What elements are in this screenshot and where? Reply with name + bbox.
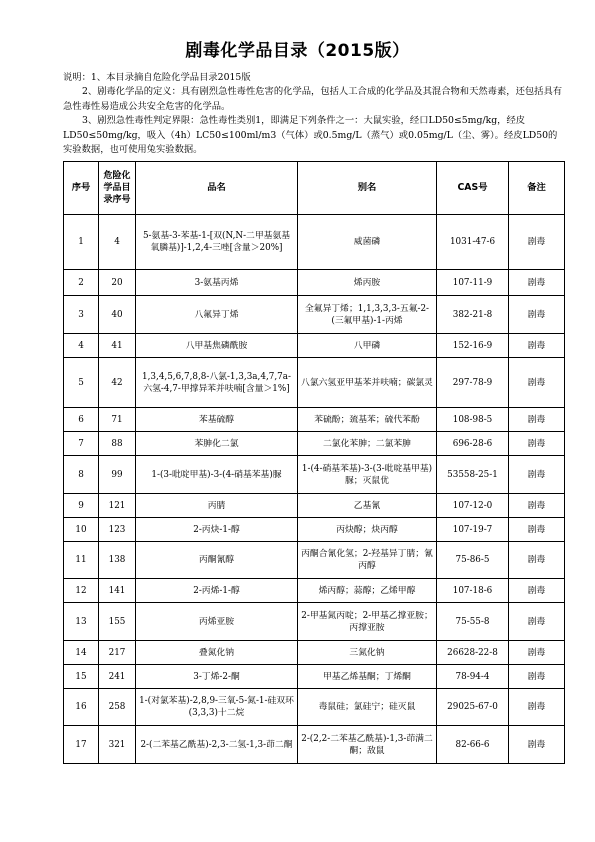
cell-no: 15	[64, 665, 99, 689]
table-row	[64, 689, 565, 726]
cell-name: 丙烯亚胺	[136, 603, 298, 641]
cell-alias: 丙炔醇；炔丙醇	[298, 518, 437, 542]
cell-dg-no: 99	[99, 456, 136, 494]
note-2: 2、剧毒化学品的定义：具有剧烈急性毒性危害的化学品，包括人工合成的化学品及其混合物和天然毒素，还包括具有急性毒性易造成公共安全危害的化学品。	[63, 86, 563, 112]
cell-note: 剧毒	[509, 296, 565, 334]
cell-name: 3-丁烯-2-酮	[136, 665, 298, 689]
cell-note: 剧毒	[509, 603, 565, 641]
table-row	[64, 432, 565, 456]
table-row	[64, 579, 565, 603]
cell-cas: 107-18-6	[437, 579, 509, 603]
cell-note: 剧毒	[509, 215, 565, 270]
table-row	[64, 270, 565, 296]
header-alias: 别名	[298, 162, 437, 215]
document-title: 剧毒化学品目录（2015版）	[185, 41, 410, 61]
cell-note: 剧毒	[509, 456, 565, 494]
cell-name: 八氟异丁烯	[136, 296, 298, 334]
cell-name: 3-氨基丙烯	[136, 270, 298, 296]
cell-note: 剧毒	[509, 726, 565, 764]
cell-no: 9	[64, 494, 99, 518]
cell-note: 剧毒	[509, 494, 565, 518]
cell-alias: 丙酮合氰化氢；2-羟基异丁腈；氰丙醇	[298, 542, 437, 579]
table-row	[64, 542, 565, 579]
header-name: 品名	[136, 162, 298, 215]
header-no: 序号	[64, 162, 99, 215]
cell-cas: 75-86-5	[437, 542, 509, 579]
cell-dg-no: 71	[99, 408, 136, 432]
cell-no: 4	[64, 334, 99, 358]
table-row	[64, 726, 565, 764]
header-dg-no: 危险化学品目录序号	[99, 162, 136, 215]
cell-cas: 107-19-7	[437, 518, 509, 542]
cell-name: 5-氨基-3-苯基-1-[双(N,N-二甲基氨基氧膦基)]-1,2,4-三唑[含量＞20%]	[136, 215, 298, 270]
cell-alias: 烯丙胺	[298, 270, 437, 296]
cell-note: 剧毒	[509, 334, 565, 358]
header-note: 备注	[509, 162, 565, 215]
cell-cas: 29025-67-0	[437, 689, 509, 726]
cell-note: 剧毒	[509, 432, 565, 456]
cell-cas: 108-98-5	[437, 408, 509, 432]
cell-no: 10	[64, 518, 99, 542]
table-row	[64, 665, 565, 689]
cell-dg-no: 4	[99, 215, 136, 270]
cell-no: 8	[64, 456, 99, 494]
cell-cas: 297-78-9	[437, 358, 509, 408]
cell-dg-no: 321	[99, 726, 136, 764]
cell-dg-no: 138	[99, 542, 136, 579]
note-1: 说明：1、本目录摘自危险化学品目录2015版	[63, 72, 251, 83]
cell-dg-no: 121	[99, 494, 136, 518]
cell-dg-no: 41	[99, 334, 136, 358]
cell-name: 八甲基焦磷酰胺	[136, 334, 298, 358]
table-row	[64, 518, 565, 542]
cell-dg-no: 42	[99, 358, 136, 408]
cell-no: 17	[64, 726, 99, 764]
cell-no: 12	[64, 579, 99, 603]
cell-alias: 全氟异丁烯；1,1,3,3,3-五氟-2-(三氟甲基)-1-丙烯	[298, 296, 437, 334]
cell-name: 丙酮氰醇	[136, 542, 298, 579]
cell-alias: 八甲磷	[298, 334, 437, 358]
cell-no: 5	[64, 358, 99, 408]
cell-dg-no: 40	[99, 296, 136, 334]
cell-name: 苯胂化二氯	[136, 432, 298, 456]
cell-cas: 382-21-8	[437, 296, 509, 334]
table-row	[64, 334, 565, 358]
cell-dg-no: 141	[99, 579, 136, 603]
cell-dg-no: 88	[99, 432, 136, 456]
table-row	[64, 408, 565, 432]
cell-no: 3	[64, 296, 99, 334]
cell-alias: 乙基氰	[298, 494, 437, 518]
cell-no: 2	[64, 270, 99, 296]
table-header-row	[64, 162, 565, 215]
cell-dg-no: 217	[99, 641, 136, 665]
table-row	[64, 358, 565, 408]
cell-alias: 1-(4-硝基苯基)-3-(3-吡啶基甲基)脲；灭鼠优	[298, 456, 437, 494]
cell-cas: 107-12-0	[437, 494, 509, 518]
table-row	[64, 641, 565, 665]
cell-no: 16	[64, 689, 99, 726]
cell-note: 剧毒	[509, 270, 565, 296]
cell-alias: 2-(2,2-二苯基乙酰基)-1,3-茚满二酮；敌鼠	[298, 726, 437, 764]
cell-cas: 75-55-8	[437, 603, 509, 641]
table-row	[64, 494, 565, 518]
header-cas: CAS号	[437, 162, 509, 215]
cell-name: 2-丙炔-1-醇	[136, 518, 298, 542]
cell-dg-no: 123	[99, 518, 136, 542]
cell-cas: 53558-25-1	[437, 456, 509, 494]
cell-alias: 毒鼠硅；氯硅宁；硅灭鼠	[298, 689, 437, 726]
cell-note: 剧毒	[509, 689, 565, 726]
note-3: 3、剧烈急性毒性判定界限：急性毒性类别1，即满足下列条件之一：大鼠实验，经口LD50≤5mg/kg，经皮LD50≤50mg/kg，吸入（4h）LC50≤100ml/m3（气体）或0.5mg/L（蒸气）或0.05mg/L（尘、雾）。经皮LD50的实验数据，也可使用兔实验数据。	[63, 115, 558, 156]
table-row	[64, 215, 565, 270]
cell-alias: 苯硫酚；巯基苯；硫代苯酚	[298, 408, 437, 432]
cell-name: 1-(对氯苯基)-2,8,9-三氧-5-氮-1-硅双环(3,3,3)十二烷	[136, 689, 298, 726]
cell-cas: 696-28-6	[437, 432, 509, 456]
cell-cas: 152-16-9	[437, 334, 509, 358]
cell-note: 剧毒	[509, 358, 565, 408]
cell-note: 剧毒	[509, 579, 565, 603]
cell-name: 1,3,4,5,6,7,8,8-八氯-1,3,3a,4,7,7a-六氢-4,7-甲撑异苯并呋喃[含量＞1%]	[136, 358, 298, 408]
toxic-chemicals-table	[63, 161, 565, 764]
cell-note: 剧毒	[509, 665, 565, 689]
cell-cas: 26628-22-8	[437, 641, 509, 665]
cell-no: 13	[64, 603, 99, 641]
cell-name: 苯基硫醇	[136, 408, 298, 432]
cell-dg-no: 155	[99, 603, 136, 641]
cell-note: 剧毒	[509, 408, 565, 432]
cell-name: 丙腈	[136, 494, 298, 518]
cell-name: 叠氮化钠	[136, 641, 298, 665]
cell-cas: 107-11-9	[437, 270, 509, 296]
cell-no: 14	[64, 641, 99, 665]
cell-note: 剧毒	[509, 542, 565, 579]
cell-alias: 三氮化钠	[298, 641, 437, 665]
cell-name: 2-(二苯基乙酰基)-2,3-二氢-1,3-茚二酮	[136, 726, 298, 764]
table-row	[64, 456, 565, 494]
notes-section	[63, 71, 563, 157]
cell-no: 7	[64, 432, 99, 456]
cell-no: 6	[64, 408, 99, 432]
table-row	[64, 296, 565, 334]
cell-dg-no: 241	[99, 665, 136, 689]
cell-no: 1	[64, 215, 99, 270]
cell-alias: 甲基乙烯基酮；丁烯酮	[298, 665, 437, 689]
cell-name: 2-丙烯-1-醇	[136, 579, 298, 603]
cell-note: 剧毒	[509, 641, 565, 665]
cell-note: 剧毒	[509, 518, 565, 542]
table-row	[64, 603, 565, 641]
cell-name: 1-(3-吡啶甲基)-3-(4-硝基苯基)脲	[136, 456, 298, 494]
cell-alias: 烯丙醇；蒜醇；乙烯甲醇	[298, 579, 437, 603]
cell-cas: 82-66-6	[437, 726, 509, 764]
cell-cas: 1031-47-6	[437, 215, 509, 270]
cell-alias: 2-甲基氮丙啶；2-甲基乙撑亚胺；丙撑亚胺	[298, 603, 437, 641]
cell-dg-no: 20	[99, 270, 136, 296]
cell-dg-no: 258	[99, 689, 136, 726]
cell-alias: 八氯六氢亚甲基苯并呋喃；碳氯灵	[298, 358, 437, 408]
cell-alias: 威菌磷	[298, 215, 437, 270]
cell-cas: 78-94-4	[437, 665, 509, 689]
cell-alias: 二氯化苯胂；二氯苯胂	[298, 432, 437, 456]
cell-no: 11	[64, 542, 99, 579]
